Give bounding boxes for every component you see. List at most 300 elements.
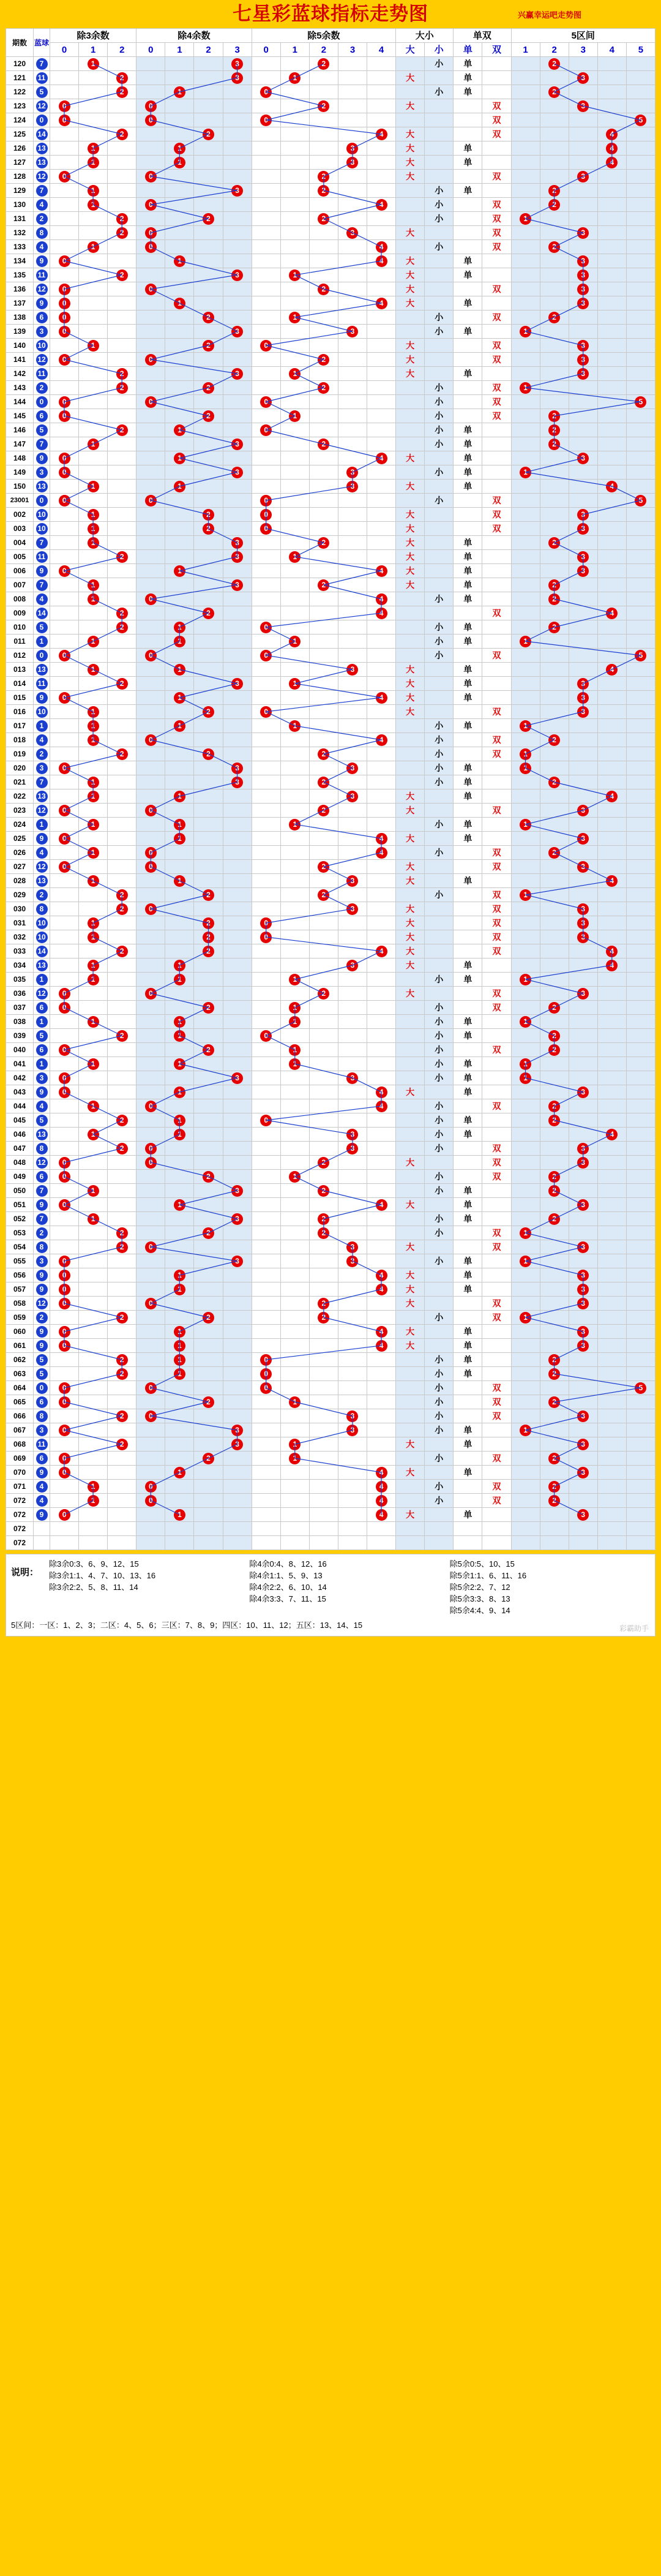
cell-g3-1 [425, 916, 454, 930]
marker-text: 双 [492, 1383, 501, 1393]
marker-text: 大 [406, 693, 415, 702]
cell-g4-1 [482, 1142, 511, 1156]
cell-g2-1 [280, 944, 309, 958]
cell-g2-3 [338, 747, 367, 761]
cell-g5-1 [540, 1508, 569, 1522]
cell-g4-0 [454, 1113, 482, 1128]
cell-g3-0 [396, 85, 425, 99]
cell-g2-3 [338, 1339, 367, 1353]
marker-text: 单 [463, 369, 472, 378]
cell-g1-2 [194, 212, 223, 226]
cell-g5-4 [626, 1353, 655, 1367]
marker-ball: 0 [59, 1284, 70, 1295]
cell-g3-0 [396, 1015, 425, 1029]
cell-g5-0 [511, 1325, 540, 1339]
cell-g2-1 [280, 465, 309, 480]
cell-g2-0 [252, 282, 280, 296]
cell-g2-1 [280, 226, 309, 240]
cell-g4-1 [482, 156, 511, 170]
marker-ball: 4 [376, 241, 387, 253]
cell-g5-4 [626, 1297, 655, 1311]
row-qihao: 126 [6, 141, 34, 156]
cell-g1-3 [223, 198, 252, 212]
cell-g1-0 [136, 860, 165, 874]
cell-g2-1 [280, 184, 309, 198]
cell-g3-0 [396, 409, 425, 423]
cell-g1-0 [136, 1437, 165, 1452]
cell-g3-1 [425, 1015, 454, 1029]
marker-ball: 1 [289, 1453, 301, 1464]
cell-g5-3 [597, 423, 626, 437]
marker-ball: 2 [116, 946, 128, 957]
cell-g2-3 [338, 1395, 367, 1409]
cell-g2-2 [309, 677, 338, 691]
cell-g2-2 [309, 733, 338, 747]
cell-g0-2 [108, 240, 136, 254]
cell-g2-1 [280, 113, 309, 127]
cell-g3-0 [396, 761, 425, 775]
table-row [6, 85, 655, 99]
marker-text: 小 [435, 312, 444, 322]
cell-g4-1 [482, 57, 511, 71]
cell-g2-4 [367, 550, 396, 564]
blue-ball: 8 [36, 227, 48, 239]
cell-g2-0 [252, 184, 280, 198]
marker-ball: 0 [59, 312, 70, 323]
blue-ball: 9 [36, 1509, 48, 1521]
cell-g4-0 [454, 550, 482, 564]
cell-g5-2 [569, 1043, 597, 1057]
cell-g1-2 [194, 663, 223, 677]
cell-g0-2 [108, 85, 136, 99]
row-ball [34, 1085, 50, 1099]
cell-g5-4 [626, 550, 655, 564]
cell-g4-1 [482, 1395, 511, 1409]
cell-g4-0 [454, 832, 482, 846]
cell-g5-1 [540, 1452, 569, 1466]
marker-ball: 4 [376, 1481, 387, 1493]
marker-ball: 4 [376, 734, 387, 746]
marker-ball: 3 [231, 1213, 243, 1225]
cell-g0-2 [108, 1156, 136, 1170]
cell-g5-1 [540, 1240, 569, 1254]
marker-text: 单 [463, 1256, 472, 1266]
legend-row-0 [49, 1558, 650, 1570]
cell-g1-0 [136, 198, 165, 212]
cell-g0-1 [79, 465, 108, 480]
cell-g3-0 [396, 325, 425, 339]
blue-ball: 10 [36, 509, 48, 521]
cell-g2-1 [280, 775, 309, 789]
marker-ball: 0 [145, 1495, 157, 1507]
cell-g4-1 [482, 113, 511, 127]
table-row [6, 1170, 655, 1184]
marker-text: 小 [435, 1101, 444, 1111]
cell-g5-4 [626, 1423, 655, 1437]
cell-g5-3 [597, 888, 626, 902]
blue-ball: 2 [36, 1227, 48, 1239]
cell-g1-0 [136, 254, 165, 268]
cell-g5-2 [569, 1226, 597, 1240]
cell-g2-3 [338, 1156, 367, 1170]
marker-ball: 5 [635, 650, 646, 661]
cell-g5-2 [569, 423, 597, 437]
cell-g1-0 [136, 747, 165, 761]
cell-g3-0 [396, 1423, 425, 1437]
cell-g5-2 [569, 311, 597, 325]
cell-g0-2 [108, 1240, 136, 1254]
cell-g2-1 [280, 747, 309, 761]
blue-ball: 5 [36, 1368, 48, 1380]
cell-g2-0 [252, 1184, 280, 1198]
cell-g1-3 [223, 353, 252, 367]
cell-g4-1 [482, 395, 511, 409]
cell-g5-1 [540, 1113, 569, 1128]
cell-g5-2 [569, 1240, 597, 1254]
cell-g5-1 [540, 1395, 569, 1409]
cell-g2-3 [338, 916, 367, 930]
cell-g0-2 [108, 1254, 136, 1268]
marker-ball: 3 [231, 1425, 243, 1436]
marker-text: 单 [463, 1439, 472, 1449]
marker-text: 双 [492, 749, 501, 759]
cell-g2-3 [338, 85, 367, 99]
marker-text: 双 [492, 862, 501, 872]
cell-g1-1 [165, 1212, 194, 1226]
marker-ball: 4 [376, 1340, 387, 1352]
cell-g2-4 [367, 311, 396, 325]
cell-g5-4 [626, 1043, 655, 1057]
cell-g2-3 [338, 930, 367, 944]
cell-g2-2 [309, 423, 338, 437]
row-qihao: 016 [6, 705, 34, 719]
marker-text: 单 [463, 636, 472, 646]
cell-g2-4 [367, 325, 396, 339]
cell-g2-1 [280, 888, 309, 902]
marker-text: 单 [463, 594, 472, 604]
cell-g2-2 [309, 1170, 338, 1184]
marker-text: 单 [463, 1017, 472, 1026]
cell-g5-1 [540, 888, 569, 902]
cell-g1-1 [165, 1240, 194, 1254]
cell-g1-1 [165, 916, 194, 930]
cell-g5-4 [626, 508, 655, 522]
cell-g4-1 [482, 226, 511, 240]
cell-g2-0 [252, 1142, 280, 1156]
cell-g1-2 [194, 184, 223, 198]
marker-text: 双 [492, 1298, 501, 1308]
cell-g5-4 [626, 860, 655, 874]
cell-g1-3 [223, 550, 252, 564]
cell-g0-0 [50, 1113, 79, 1128]
table-row [6, 1297, 655, 1311]
cell-g4-0 [454, 325, 482, 339]
cell-g5-3 [597, 311, 626, 325]
cell-g0-1 [79, 691, 108, 705]
cell-g5-0 [511, 1240, 540, 1254]
marker-ball: 0 [145, 495, 157, 507]
header-group-4: 单双 [454, 29, 511, 43]
blue-ball: 4 [36, 734, 48, 746]
blue-ball: 7 [36, 1213, 48, 1225]
marker-ball: 2 [203, 523, 214, 535]
cell-g5-0 [511, 1043, 540, 1057]
cell-g2-0 [252, 902, 280, 916]
cell-g0-0 [50, 691, 79, 705]
table-row [6, 649, 655, 663]
row-ball [34, 465, 50, 480]
cell-g3-0 [396, 226, 425, 240]
cell-g2-3 [338, 691, 367, 705]
header-lanqiu: 蓝球 [34, 29, 50, 57]
cell-g0-0 [50, 127, 79, 141]
cell-g1-3 [223, 409, 252, 423]
marker-ball: 1 [520, 1227, 531, 1239]
cell-g5-4 [626, 832, 655, 846]
table-row [6, 339, 655, 353]
cell-g5-1 [540, 311, 569, 325]
cell-g1-3 [223, 1297, 252, 1311]
marker-ball: 1 [174, 664, 185, 676]
cell-g0-0 [50, 1268, 79, 1282]
marker-ball: 1 [174, 833, 185, 845]
cell-g3-1 [425, 339, 454, 353]
cell-g5-0 [511, 1508, 540, 1522]
cell-g1-0 [136, 973, 165, 987]
cell-g0-1 [79, 1381, 108, 1395]
marker-ball: 2 [116, 622, 128, 633]
cell-g4-0 [454, 818, 482, 832]
cell-g0-1 [79, 85, 108, 99]
cell-g1-2 [194, 409, 223, 423]
cell-g5-1 [540, 494, 569, 508]
cell-g2-1 [280, 902, 309, 916]
marker-text: 单 [463, 1270, 472, 1280]
cell-g5-3 [597, 296, 626, 311]
marker-ball: 0 [59, 1157, 70, 1169]
row-qihao: 045 [6, 1113, 34, 1128]
cell-g1-3 [223, 916, 252, 930]
cell-g2-1 [280, 649, 309, 663]
row-ball [34, 1001, 50, 1015]
marker-ball: 3 [346, 1256, 358, 1267]
cell-g1-2 [194, 465, 223, 480]
cell-g4-0 [454, 987, 482, 1001]
cell-g3-0 [396, 1437, 425, 1452]
cell-g2-4 [367, 1212, 396, 1226]
cell-g1-1 [165, 212, 194, 226]
blue-ball: 5 [36, 424, 48, 436]
cell-g0-0 [50, 705, 79, 719]
cell-g3-0 [396, 1099, 425, 1113]
cell-g5-0 [511, 1071, 540, 1085]
cell-g1-1 [165, 451, 194, 465]
cell-g5-0 [511, 437, 540, 451]
cell-g2-0 [252, 311, 280, 325]
marker-text: 大 [406, 1270, 415, 1280]
cell-g2-2 [309, 1128, 338, 1142]
cell-g5-4 [626, 1142, 655, 1156]
blue-ball: 10 [36, 706, 48, 718]
cell-g1-2 [194, 1381, 223, 1395]
cell-g0-1 [79, 1170, 108, 1184]
cell-g0-1 [79, 1325, 108, 1339]
marker-ball: 1 [289, 1058, 301, 1070]
marker-ball: 4 [376, 199, 387, 211]
marker-ball: 3 [231, 551, 243, 563]
cell-g1-2 [194, 1085, 223, 1099]
marker-ball: 1 [174, 1115, 185, 1126]
marker-ball: 0 [145, 805, 157, 816]
marker-text: 单 [463, 622, 472, 632]
cell-g5-4 [626, 1325, 655, 1339]
cell-g1-0 [136, 395, 165, 409]
cell-g2-4 [367, 846, 396, 860]
cell-g0-2 [108, 578, 136, 592]
marker-ball: 1 [289, 636, 301, 647]
marker-ball: 0 [260, 523, 272, 535]
cell-g2-2 [309, 367, 338, 381]
cell-g5-3 [597, 930, 626, 944]
cell-g5-3 [597, 987, 626, 1001]
cell-g1-0 [136, 1170, 165, 1184]
cell-g5-1 [540, 1099, 569, 1113]
cell-g5-3 [597, 85, 626, 99]
table-row [6, 1353, 655, 1367]
blue-ball: 13 [36, 481, 48, 492]
cell-g4-0 [454, 353, 482, 367]
marker-text: 单 [463, 87, 472, 97]
cell-g2-4 [367, 113, 396, 127]
cell-g2-4 [367, 85, 396, 99]
cell-g5-0 [511, 789, 540, 804]
cell-g5-3 [597, 719, 626, 733]
cell-g1-1 [165, 1367, 194, 1381]
marker-text: 单 [463, 256, 472, 266]
cell-g1-1 [165, 170, 194, 184]
marker-ball: 1 [88, 777, 99, 788]
marker-ball: 0 [145, 227, 157, 239]
cell-g4-0 [454, 1085, 482, 1099]
cell-g2-3 [338, 1071, 367, 1085]
cell-g4-0 [454, 113, 482, 127]
marker-text: 单 [463, 791, 472, 801]
marker-text: 大 [406, 256, 415, 266]
cell-g2-3 [338, 832, 367, 846]
cell-g1-3 [223, 480, 252, 494]
marker-text: 单 [463, 439, 472, 449]
cell-g5-0 [511, 578, 540, 592]
cell-g0-0 [50, 353, 79, 367]
cell-g1-3 [223, 705, 252, 719]
row-qihao: 032 [6, 930, 34, 944]
marker-ball: 4 [376, 1087, 387, 1098]
cell-g5-3 [597, 649, 626, 663]
cell-g1-2 [194, 437, 223, 451]
row-qihao: 068 [6, 1437, 34, 1452]
marker-ball: 1 [520, 720, 531, 732]
cell-g5-1 [540, 71, 569, 85]
cell-g2-3 [338, 184, 367, 198]
cell-g1-2 [194, 789, 223, 804]
table-row [6, 381, 655, 395]
cell-g1-1 [165, 99, 194, 113]
cell-g5-3 [597, 789, 626, 804]
row-qihao: 019 [6, 747, 34, 761]
table-row [6, 733, 655, 747]
blue-ball: 9 [36, 565, 48, 577]
cell-g4-1 [482, 268, 511, 282]
cell-g4-0 [454, 606, 482, 620]
cell-g5-0 [511, 846, 540, 860]
cell-g5-4 [626, 747, 655, 761]
row-qihao: 139 [6, 325, 34, 339]
cell-g4-1 [482, 550, 511, 564]
cell-g5-4 [626, 1381, 655, 1395]
cell-g3-1 [425, 846, 454, 860]
cell-g3-1 [425, 958, 454, 973]
row-ball [34, 1268, 50, 1282]
cell-g4-0 [454, 958, 482, 973]
cell-g1-1 [165, 1297, 194, 1311]
marker-ball: 3 [231, 185, 243, 197]
cell-g1-0 [136, 649, 165, 663]
cell-g0-0 [50, 282, 79, 296]
cell-g0-1 [79, 775, 108, 789]
cell-g5-0 [511, 592, 540, 606]
cell-g5-1 [540, 254, 569, 268]
row-qihao: 011 [6, 635, 34, 649]
cell-g2-1 [280, 522, 309, 536]
cell-g1-2 [194, 1043, 223, 1057]
cell-g5-0 [511, 1297, 540, 1311]
marker-ball: 0 [260, 622, 272, 633]
cell-g5-0 [511, 874, 540, 888]
row-qihao: 055 [6, 1254, 34, 1268]
cell-g0-1 [79, 846, 108, 860]
table-row [6, 254, 655, 268]
cell-g1-1 [165, 804, 194, 818]
marker-ball: 0 [145, 354, 157, 366]
header-col-5-4: 5 [626, 43, 655, 57]
cell-g0-2 [108, 747, 136, 761]
cell-g5-3 [597, 353, 626, 367]
cell-g3-1 [425, 395, 454, 409]
cell-g1-3 [223, 1282, 252, 1297]
cell-g2-0 [252, 1268, 280, 1282]
cell-g5-2 [569, 1099, 597, 1113]
marker-ball: 0 [59, 1509, 70, 1521]
cell-g5-0 [511, 325, 540, 339]
cell-g2-0 [252, 550, 280, 564]
cell-g5-0 [511, 1282, 540, 1297]
cell-g1-0 [136, 592, 165, 606]
marker-ball: 0 [59, 1002, 70, 1014]
blue-ball: 9 [36, 453, 48, 464]
cell-g2-0 [252, 691, 280, 705]
row-ball [34, 1043, 50, 1057]
cell-g4-0 [454, 691, 482, 705]
cell-g5-3 [597, 818, 626, 832]
marker-text: 大 [406, 171, 415, 181]
marker-ball: 2 [116, 551, 128, 563]
cell-g5-0 [511, 677, 540, 691]
marker-ball: 2 [548, 847, 560, 859]
cell-g0-2 [108, 226, 136, 240]
cell-g0-0 [50, 409, 79, 423]
cell-g0-1 [79, 818, 108, 832]
cell-g3-1 [425, 494, 454, 508]
